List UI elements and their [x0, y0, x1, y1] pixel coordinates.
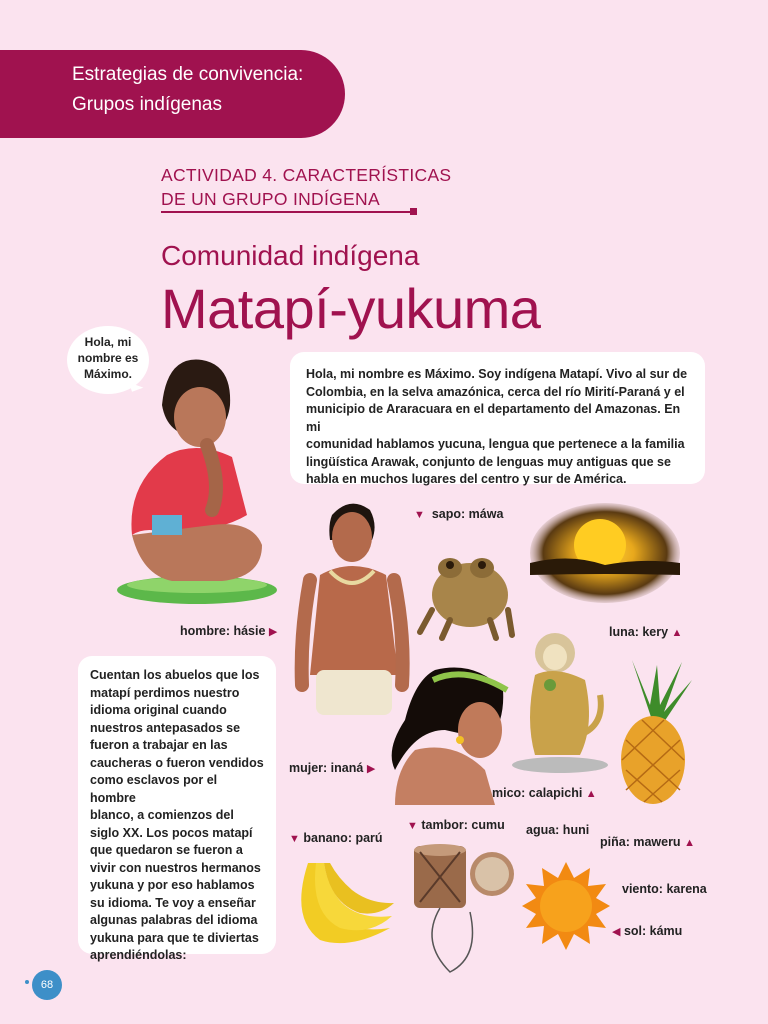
page-number-dot: [25, 980, 29, 984]
vocab-text: sapo: máwa: [431, 507, 504, 521]
story-line: caucheras o fueron vendidos: [90, 755, 264, 770]
triangle-right-icon: ▶: [366, 763, 376, 775]
vocab-label-sol: [612, 924, 682, 938]
vocab-text: banano: parú: [303, 831, 383, 845]
triangle-left-icon: ◀: [612, 926, 621, 938]
speech-line: Máximo.: [83, 367, 132, 381]
triangle-down-icon: ▼: [289, 833, 300, 845]
vocab-label-mujer: [289, 761, 375, 775]
woman-illustration: [385, 660, 515, 805]
story-line: algunas palabras del idioma: [90, 913, 258, 927]
vocab-text: mico: calapichi: [492, 786, 583, 800]
sun-illustration: [522, 860, 610, 952]
activity-rule-marker: [410, 208, 417, 215]
vocab-label-mico: [492, 786, 597, 800]
story-line: vivir con nuestros hermanos: [90, 860, 261, 875]
vocab-text: sol: kámu: [623, 924, 683, 938]
section-title-line2: Grupos indígenas: [72, 94, 222, 115]
vocab-text: mujer: inaná: [289, 761, 364, 775]
triangle-up-icon: ▲: [585, 788, 597, 800]
story-line: Cuentan los abuelos que los: [90, 668, 260, 682]
story-line: yukuna y por eso hablamos: [90, 878, 255, 892]
toad-illustration: [420, 540, 512, 640]
triangle-down-icon: ▼: [407, 820, 418, 832]
story-text-box: [78, 656, 276, 962]
story-line: que quedaron se fueron a: [90, 843, 243, 857]
triangle-up-icon: ▲: [671, 627, 683, 639]
triangle-up-icon: ▲: [684, 837, 695, 849]
story-line: idioma original cuando: [90, 703, 227, 717]
activity-rule: [161, 211, 413, 213]
activity-heading-line1: ACTIVIDAD 4. CARACTERÍSTICAS: [161, 165, 452, 185]
intro-text-box: [290, 352, 705, 484]
boy-illustration: [112, 345, 277, 607]
vocab-label-hombre: [180, 624, 277, 638]
story-line: blanco, a comienzos del: [90, 808, 234, 822]
vocab-text: tambor: cumu: [421, 818, 505, 832]
vocab-label-pina: [600, 835, 695, 849]
story-line: siglo XX. Los pocos matapí: [90, 825, 253, 840]
speech-line: nombre es: [77, 351, 139, 365]
page-title: Matapí-yukuma: [161, 277, 541, 340]
page-subtitle: Comunidad indígena: [161, 240, 420, 271]
story-line: yukuna para que te diviertas: [90, 930, 259, 945]
story-line: nuestros antepasados se: [90, 720, 241, 735]
intro-line: Colombia, en la selva amazónica, cerca del río Mirití-Paraná y el: [306, 384, 685, 399]
intro-line: Hola, mi nombre es Máximo. Soy indígena Matapí. Vivo al sur de: [306, 367, 688, 381]
activity-heading: [161, 163, 451, 211]
pineapple-illustration: [612, 660, 694, 805]
story-line: matapí perdimos nuestro: [90, 685, 240, 700]
intro-line: municipio de Araracuara en el departamento del Amazonas. En mi: [306, 402, 681, 434]
vocab-label-banano: [289, 831, 383, 845]
vocab-text: hombre: hásie: [180, 624, 266, 638]
vocab-label-tambor: [407, 818, 505, 832]
speech-line: Hola, mi: [84, 335, 132, 349]
triangle-right-icon: ▶: [268, 626, 278, 638]
banana-illustration: [290, 858, 394, 948]
vocab-text: piña: maweru: [600, 835, 681, 849]
story-line: fueron a trabajar en las: [90, 738, 228, 752]
vocab-label-sapo: [414, 507, 503, 521]
story-line: como esclavos por el hombre: [90, 773, 218, 805]
vocab-label-agua: agua: huni: [526, 823, 590, 837]
page-number: 68: [32, 970, 62, 1000]
moon-illustration: [530, 503, 680, 603]
section-title-line1: Estrategias de convivencia:: [72, 64, 304, 85]
activity-heading-line2: DE UN GRUPO INDÍGENA: [161, 189, 380, 209]
story-line: aprendiéndolas:: [90, 948, 187, 962]
drum-illustration: [410, 842, 518, 977]
intro-line: comunidad hablamos yucuna, lengua que pertenece a la familia: [306, 437, 685, 451]
monkey-illustration: [510, 625, 610, 773]
section-header-band: [0, 50, 345, 138]
story-line: su idioma. Te voy a enseñar: [90, 895, 256, 910]
triangle-down-icon: ▼: [414, 509, 425, 521]
vocab-label-luna: [609, 625, 682, 639]
intro-line: habla en muchos lugares del centro y sur de América.: [306, 472, 627, 486]
vocab-label-viento: viento: karena: [622, 882, 707, 896]
intro-line: lingüística Arawak, conjunto de lenguas muy antiguas que se: [306, 454, 671, 469]
vocab-text: luna: kery: [609, 625, 669, 639]
